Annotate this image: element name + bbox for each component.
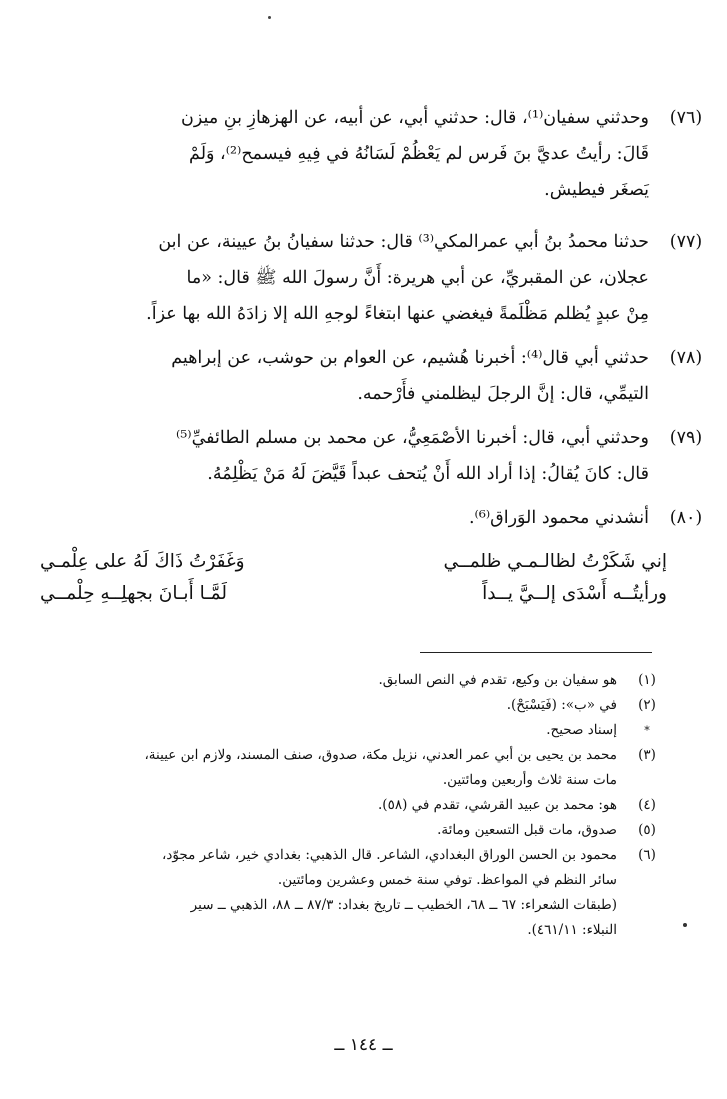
entry-number: (٧٦) bbox=[669, 108, 703, 128]
entry-line: يَصغَر فيطيش. bbox=[544, 180, 649, 200]
verse-first-hemistich: ورأيتُــه أَسْدَى إلــيَّ يــداً bbox=[482, 583, 667, 604]
ink-speck bbox=[683, 923, 687, 927]
footnotes bbox=[60, 668, 667, 943]
verse-first-hemistich: إني شَكَرْتُ لظالـمـي ظلمــي bbox=[443, 551, 667, 572]
footnote-number: (٦) bbox=[638, 847, 656, 863]
footnote-line: هو: محمد بن عبيد القرشي، تقدم في (٥٨). bbox=[378, 797, 617, 813]
footnote bbox=[60, 793, 667, 818]
entry-line: وحدثني سفيان⁽¹⁾، قال: حدثني أبي، عن أبيه، عن الهزهازِ بنِ ميزن bbox=[181, 108, 649, 128]
footnote-number: (٢) bbox=[638, 697, 656, 713]
entry-text bbox=[90, 224, 649, 332]
hadith-entry bbox=[90, 100, 707, 208]
footnote bbox=[60, 818, 667, 843]
entry-line: مِنْ عبدٍ يُظلم مَظْلَمةً فيغضي عنها ابتغاءً لوجهِ الله إلا زادَهُ الله بها عزاً. bbox=[146, 304, 649, 324]
footnote bbox=[60, 743, 667, 793]
entry-number: (٧٧) bbox=[669, 232, 703, 252]
entry-number: (٧٩) bbox=[669, 428, 703, 448]
entry-text bbox=[90, 500, 649, 536]
footnote bbox=[60, 718, 667, 743]
footnote bbox=[60, 843, 667, 943]
entry-line: عجلان، عن المقبريِّ، عن أبي هريرة: أَنَّ رسولَ الله ﷺ قال: «ما bbox=[186, 268, 649, 288]
footnote bbox=[60, 668, 667, 693]
ink-speck bbox=[268, 16, 271, 19]
footnote-line: (طبقات الشعراء: ٦٧ ــ ٦٨، الخطيب ــ تاريخ بغداد: ٨٧/٣ ــ ٨٨، الذهبي ــ سير bbox=[190, 897, 617, 913]
footnote-line: مات سنة ثلاث وأربعين ومائتين. bbox=[442, 772, 617, 788]
entry-text bbox=[90, 100, 649, 208]
footnote-line: إسناد صحيح. bbox=[546, 722, 617, 738]
footnote-line: محمد بن يحيى بن أبي عمر العدني، نزيل مكة، صدوق، صنف المسند، ولازم ابن عيينة، bbox=[144, 747, 617, 763]
footnote-number: (١) bbox=[638, 672, 656, 688]
footnote-number: (٤) bbox=[638, 797, 656, 813]
poem-verse bbox=[40, 578, 667, 610]
hadith-entry bbox=[90, 500, 707, 536]
entry-number: (٧٨) bbox=[669, 348, 703, 368]
footnote-number: (٥) bbox=[638, 822, 656, 838]
entry-line: التيمِّي، قال: إنَّ الرجلَ ليظلمني فأَرْحمه. bbox=[357, 384, 649, 404]
entry-line: وحدثني أبي، قال: أخبرنا الأصْمَعِيُّ، عن محمد بن مسلم الطائفيِّ⁽⁵⁾ bbox=[175, 428, 649, 448]
poem-verses bbox=[40, 546, 667, 610]
entry-text bbox=[90, 420, 649, 492]
entry-number: (٨٠) bbox=[669, 508, 703, 528]
footnote-line: النبلاء: ٤٦١/١١). bbox=[527, 922, 617, 938]
footnote-number: (٣) bbox=[638, 747, 656, 763]
hadith-entry bbox=[90, 420, 707, 492]
verse-second-hemistich: وَغَفَرْتُ ذَاكَ لَهُ على عِلْمـي bbox=[40, 551, 245, 572]
footnote-line: صدوق، مات قبل التسعين ومائة. bbox=[437, 822, 617, 838]
entry-line: حدثنا محمدُ بنُ أبي عمرالمكي⁽³⁾ قال: حدثنا سفيانُ بنُ عيينة، عن ابن bbox=[158, 232, 649, 252]
footnote-separator bbox=[420, 652, 652, 653]
poem-verse bbox=[40, 546, 667, 578]
footnote-number: * bbox=[644, 724, 650, 737]
hadith-entry bbox=[90, 224, 707, 332]
footnote-line: محمود بن الحسن الوراق البغدادي، الشاعر. قال الذهبي: بغدادي خير، شاعر مجوّد، bbox=[162, 847, 617, 863]
entry-line: قَالَ: رأيتُ عديَّ بنَ فَرس لم يَعْظُمْ لَسَانُهُ في فِيهِ فيسمح⁽²⁾، وَلَمْ bbox=[189, 144, 649, 164]
entry-line: قال: كانَ يُقالُ: إذا أراد الله أَنْ يُتحف عبداً قَيَّضَ لَهُ مَنْ يَظْلِمُهُ. bbox=[207, 464, 649, 484]
entry-line: أنشدني محمود الوَراق⁽⁶⁾. bbox=[468, 508, 649, 528]
footnote-line: سائر النظم في المواعظ. توفي سنة خمس وعشرين ومائتين. bbox=[277, 872, 617, 888]
entry-text bbox=[90, 340, 649, 412]
page-number: ــ ١٤٤ ــ bbox=[334, 1035, 393, 1055]
footnote bbox=[60, 693, 667, 718]
hadith-entry bbox=[90, 340, 707, 412]
footnote-line: هو سفيان بن وكيع، تقدم في النص السابق. bbox=[378, 672, 617, 688]
entry-line: حدثني أبي قال⁽⁴⁾: أخبرنا هُشيم، عن العوام بن حوشب، عن إبراهيم bbox=[171, 348, 649, 368]
verse-second-hemistich: لَمَّـا أَبـانَ بجهلِــهِ حِلْمــي bbox=[40, 583, 227, 604]
footnote-line: في «ب»: (فَيَسْبَحْ). bbox=[506, 697, 617, 713]
